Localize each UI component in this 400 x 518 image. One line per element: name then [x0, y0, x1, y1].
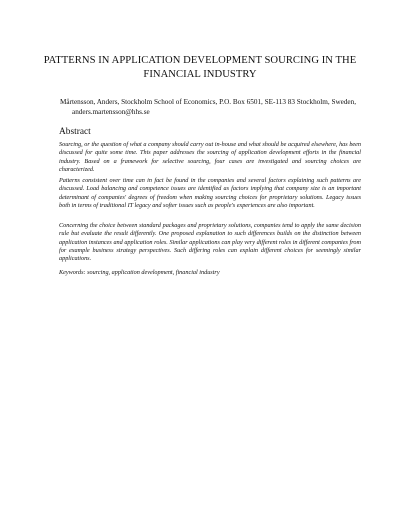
author-affiliation: Mårtensson, Anders, Stockholm School of Economics, P.O. Box 6501, SE-113 83 Stockholm, Sweden, anders.martensson@hhs.se	[60, 98, 357, 117]
abstract-paragraph-1: Sourcing, or the question of what a company should carry out in-house and what should be acquired elsewhere, has been discussed for quite some time. This paper addresses the sourcing of application development efforts in the financial industry. Based on a framework for selective sourcing, four cases are investigated and sourcing choices are characterized.	[59, 141, 361, 174]
abstract-paragraph-3: Concerning the choice between standard packages and proprietary solutions, companies tend to apply the same decision rule but evaluate the result differently. One proposed explanation to such differences builds on the distinction between application instances and application roles. Similar applications can play very different roles in different companies from for example business strategy perspectives. Such differing roles can explain different choices for seemingly similar applications.	[59, 222, 361, 263]
paper-title: PATTERNS IN APPLICATION DEVELOPMENT SOURCING IN THE FINANCIAL INDUSTRY	[43, 55, 357, 80]
keywords: Keywords: sourcing, application development, financial industry	[59, 269, 220, 276]
abstract-heading: Abstract	[59, 127, 91, 137]
abstract-paragraph-2: Patterns consistent over time can in fact be found in the companies and several factors explaining such patterns are discussed. Load balancing and competence issues are identified as factors implying that company size is an important determinant of companies' degrees of freedom when making sourcing choices for proprietary solutions. Legacy issues both in terms of traditional IT legacy and softer issues such as people's experiences are also important.	[59, 177, 361, 210]
